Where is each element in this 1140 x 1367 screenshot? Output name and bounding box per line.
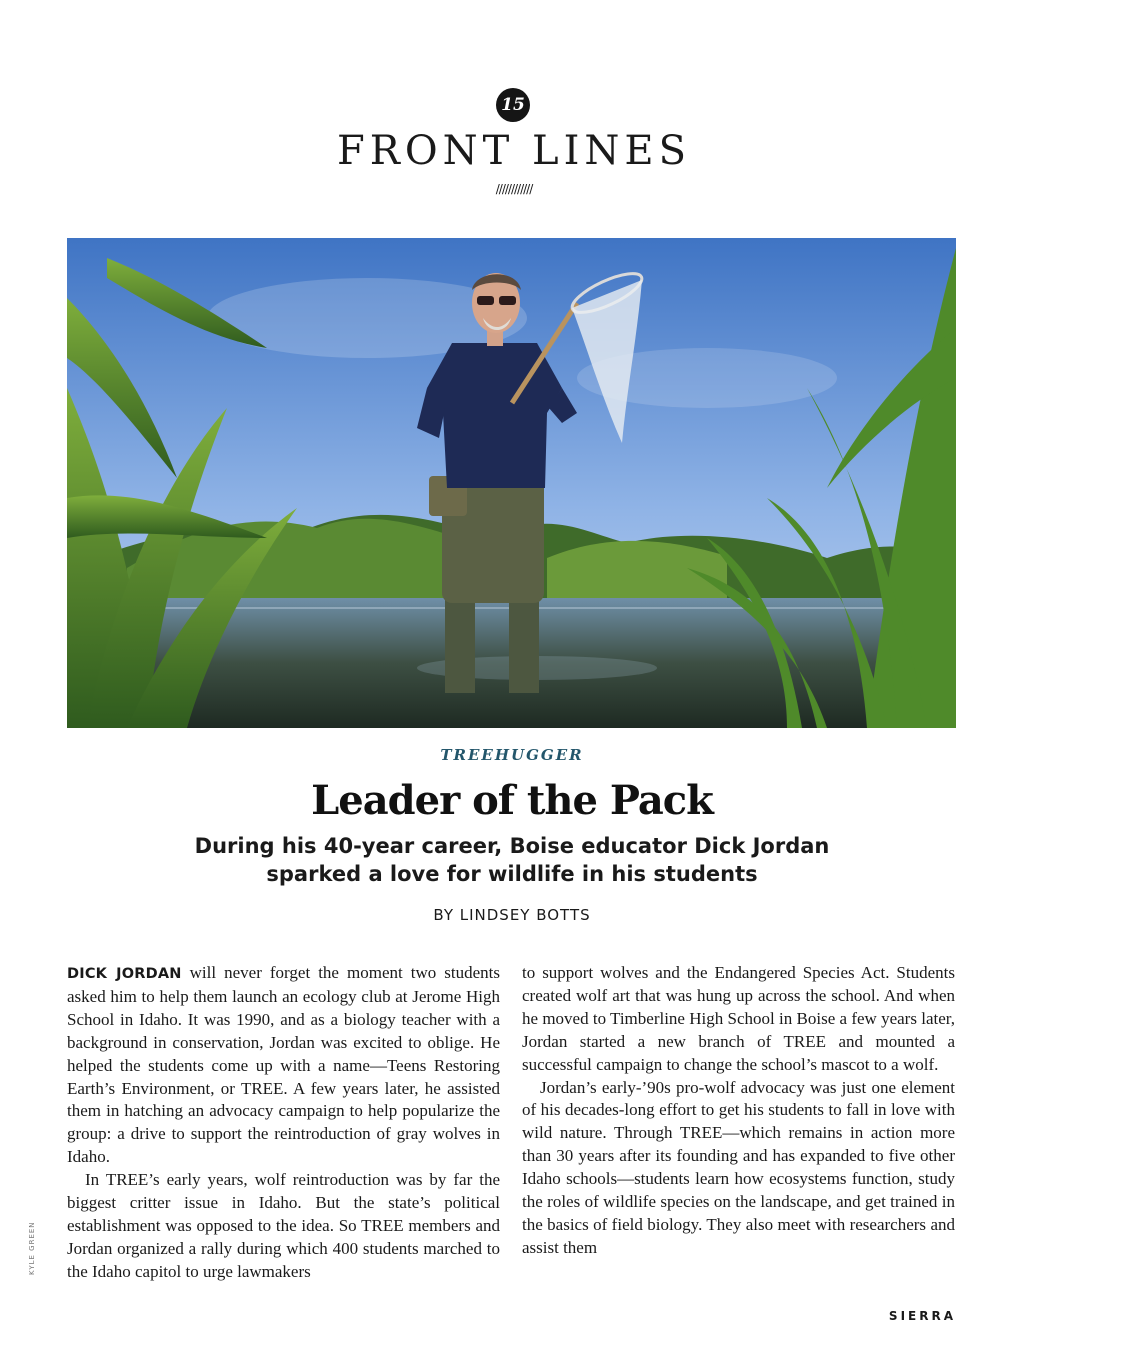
paragraph-text: will never forget the moment two students asked him to help them launch an ecology club at Jerome High School in Idaho. It was 1990, and as a biology teacher with a background in conservation, Jordan was excited to oblige. He helped the students come up with a name—Teens Restoring Earth’s Environment, or TREE. A few years later, he assisted them in hatching an advocacy campaign to help popularize the group: a drive to support the reintroduction of gray wolves in Idaho. [67, 963, 500, 1167]
page-number-badge [496, 88, 530, 122]
article-headline: Leader of the Pack [311, 777, 713, 824]
page-number: 15 [501, 95, 525, 115]
photo-credit: KYLE GREEN [28, 1221, 36, 1275]
article-byline: BY LINDSEY BOTTS [433, 906, 591, 924]
article-kicker: TREEHUGGER [440, 746, 584, 764]
body-column-right [522, 962, 955, 1260]
article-dek: During his 40-year career, Boise educator Dick Jordan sparked a love for wildlife in his students [194, 834, 830, 886]
body-paragraph: In TREE’s early years, wolf reintroduction was by far the biggest critter issue in Idaho. But the state’s political establishment was opposed to the idea. So TREE members and Jordan organized a rally during which 400 students marched to the Idaho capitol to urge lawmakers [67, 1170, 500, 1281]
body-paragraph [67, 962, 500, 1169]
hero-photo [67, 238, 956, 728]
body-column-left [67, 962, 500, 1284]
section-title: FRONT LINES [336, 128, 692, 174]
body-paragraph: to support wolves and the Endangered Species Act. Students created wolf art that was hung up across the school. And when he moved to Timberline High School in Boise a few years later, Jordan started a new branch of TREE and mounted a successful campaign to change the school’s mascot to a wolf. [522, 963, 955, 1074]
body-paragraph: Jordan’s early-’90s pro-wolf advocacy was just one element of his decades-long effort to get his students to fall in love with wild nature. Through TREE—which remains in action more than 30 years after its founding and has expanded to five other Idaho schools—students learn how ecosystems function, study the roles of wildlife species on the landscape, and get trained in the basics of field biology. They also meet with researchers and assist them [522, 1077, 955, 1257]
lead-in: DICK JORDAN [67, 966, 182, 982]
footer-magazine-name: SIERRA [888, 1309, 956, 1323]
section-rule: //////////// [495, 182, 533, 196]
hero-photo-illustration [67, 238, 956, 728]
